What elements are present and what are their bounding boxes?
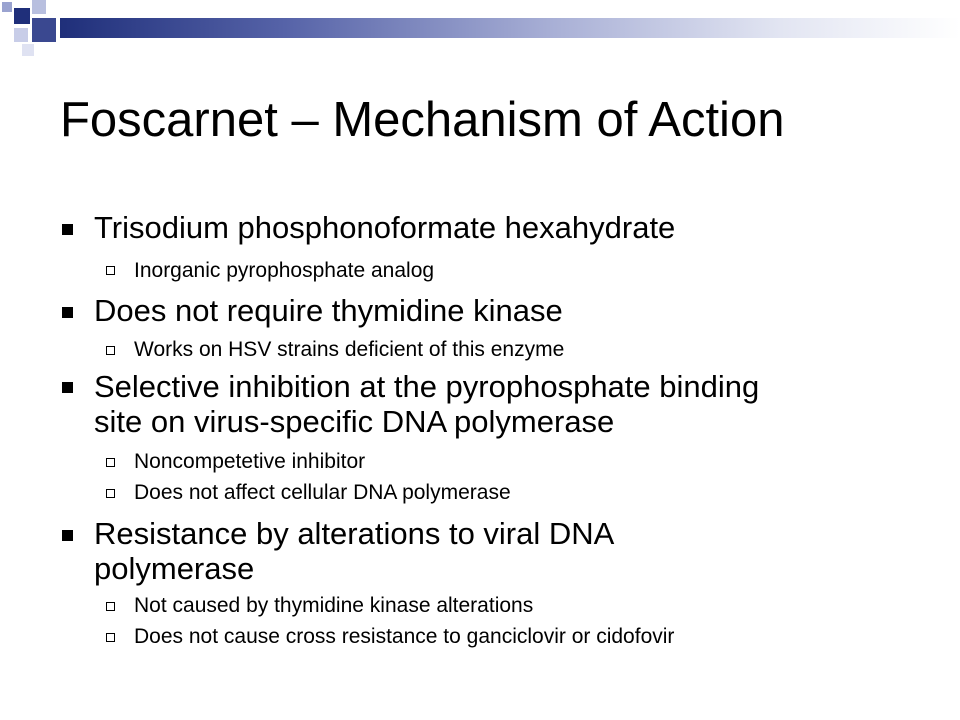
bullet-text: site on virus-specific DNA polymerase <box>94 404 615 439</box>
decor-square <box>2 2 12 12</box>
sub-bullet-square-icon <box>106 266 115 275</box>
bullet-square-icon <box>62 530 73 541</box>
bullet-text: polymerase <box>94 551 255 586</box>
sub-bullet-text: Inorganic pyrophosphate analog <box>134 259 435 282</box>
bullet-text: Does not require thymidine kinase <box>94 293 563 328</box>
decor-square <box>22 44 34 56</box>
sub-bullet-square-icon <box>106 633 115 642</box>
sub-bullet-text: Not caused by thymidine kinase alterations <box>134 594 534 617</box>
sub-bullet-square-icon <box>106 458 115 467</box>
decor-square <box>32 0 46 14</box>
bullet-text: Resistance by alterations to viral DNA <box>94 516 615 551</box>
slide-title: Foscarnet – Mechanism of Action <box>60 93 785 147</box>
sub-bullet-square-icon <box>106 602 115 611</box>
bullet-square-icon <box>62 307 73 318</box>
sub-bullet-square-icon <box>106 489 115 498</box>
decor-square <box>14 8 30 24</box>
bullet-text: Trisodium phosphonoformate hexahydrate <box>94 210 676 245</box>
header-band <box>60 18 960 38</box>
sub-bullet-text: Does not affect cellular DNA polymerase <box>134 481 511 504</box>
decor-square <box>14 28 28 42</box>
sub-bullet-text: Does not cause cross resistance to ganciclovir or cidofovir <box>134 625 675 648</box>
bullet-square-icon <box>62 382 73 393</box>
bullet-text: Selective inhibition at the pyrophosphate binding <box>94 369 760 404</box>
sub-bullet-square-icon <box>106 346 115 355</box>
sub-bullet-text: Noncompetetive inhibitor <box>134 450 366 473</box>
decor-square <box>32 18 56 42</box>
bullet-square-icon <box>62 224 73 235</box>
sub-bullet-text: Works on HSV strains deficient of this enzyme <box>134 338 565 361</box>
